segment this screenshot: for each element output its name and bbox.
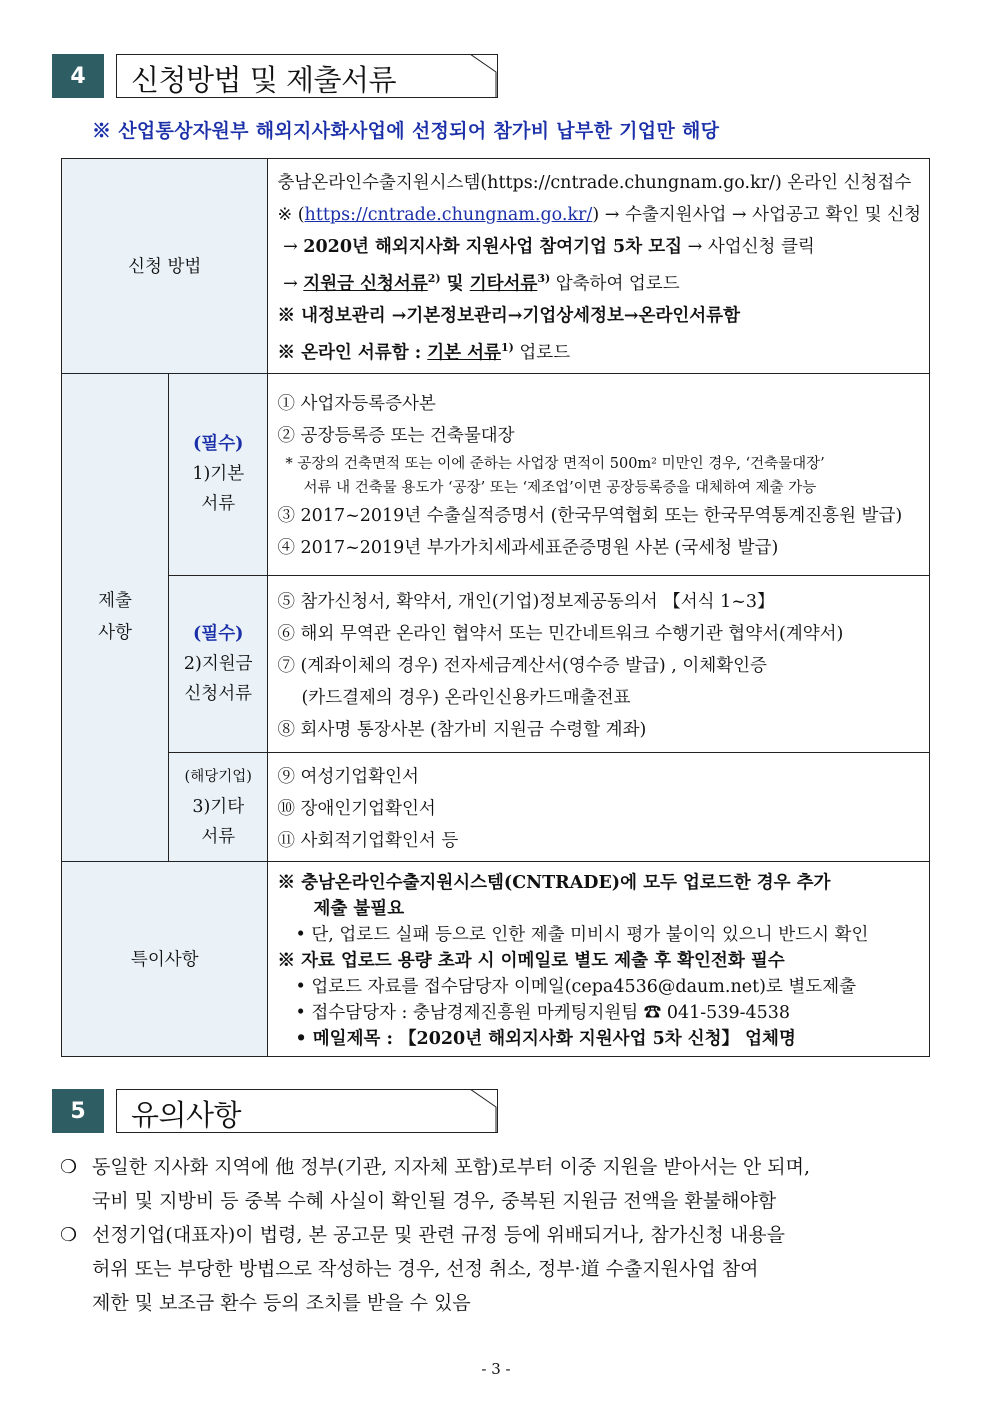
- page-number: - 3 -: [481, 1360, 511, 1378]
- special-line: • 단, 업로드 실패 등으로 인한 제출 미비시 평가 불이익 있으니 반드시 확인: [295, 924, 869, 945]
- apply-line-5: ※ 내정보관리 →기본정보관리→기업상세정보→온라인서류함: [277, 305, 740, 326]
- footnote-mark: 2): [427, 272, 441, 285]
- special-line: ※ 충남온라인수출지원시스템(CNTRADE)에 모두 업로드한 경우 추가: [277, 872, 831, 893]
- other-docs-content: [268, 752, 930, 861]
- apply-line-3-rest: → 사업신청 클릭: [682, 237, 815, 257]
- other-docs-name-1: 3)기타: [192, 796, 245, 817]
- caution-line: 허위 또는 부당한 방법으로 작성하는 경우, 선정 취소, 정부·道 수출지원사업 참여: [92, 1258, 759, 1280]
- apply-line-2-suffix: ) → 수출지원사업 → 사업공고 확인 및 신청: [592, 205, 921, 225]
- online-docbox-label: ※ 온라인 서류함 :: [277, 342, 428, 363]
- doc-item: (카드결제의 경우) 온라인신용카드매출전표: [301, 687, 631, 708]
- caution-item: [60, 1218, 950, 1320]
- grant-docs-name-2: 신청서류: [184, 683, 253, 704]
- basic-docs-name-2: 서류: [201, 494, 236, 515]
- grant-docs-name-1: 2)지원금: [183, 653, 253, 674]
- circle-bullet-icon: ❍: [60, 1156, 78, 1178]
- required-tag: (필수): [193, 623, 244, 644]
- doc-item: ① 사업자등록증사본: [277, 394, 436, 415]
- section-title-box: [116, 54, 498, 98]
- special-notes-label: 특이사항: [62, 861, 268, 1056]
- submit-items-label: [62, 373, 169, 861]
- basic-docs-label: [168, 373, 268, 575]
- caution-line: 국비 및 지방비 등 중복 수혜 사실이 확인될 경우, 중복된 지원금 전액을 환불해야함: [92, 1190, 777, 1212]
- footnote-mark: 3): [537, 272, 551, 285]
- doc-item: ⑧ 회사명 통장사본 (참가비 지원금 수령할 계좌): [277, 719, 647, 740]
- apply-line-2: [277, 199, 921, 231]
- required-tag: (필수): [193, 434, 244, 455]
- special-line: • 업로드 자료를 접수담당자 이메일(cepa4536@daum.net)로 별도제출: [295, 976, 857, 997]
- doc-item: ⑩ 장애인기업확인서: [277, 798, 436, 819]
- apply-line-6: [277, 332, 921, 369]
- other-docs-row: [62, 752, 930, 861]
- basic-docs-ref: 기본 서류: [427, 342, 501, 363]
- footnote-text: * 공장의 건축면적 또는 이에 준하는 사업장 면적이 500m² 미만인 경우, ‘건축물대장’: [285, 456, 825, 473]
- other-docs-label: [168, 752, 268, 861]
- mail-subject-label: • 메일제목 :: [295, 1028, 400, 1049]
- conditional-tag: (해당기업): [184, 768, 252, 785]
- section-title: 신청방법 및 제출서류: [131, 63, 397, 97]
- circle-bullet-icon: ❍: [60, 1224, 78, 1246]
- mail-subject-value: 【2020년 해외지사화 지원사업 5차 신청】 업체명: [399, 1028, 796, 1049]
- doc-item: ② 공장등록증 또는 건축물대장: [277, 426, 515, 447]
- section-number: 4: [52, 54, 104, 98]
- section-title: 유의사항: [131, 1098, 242, 1132]
- apply-method-content: [268, 159, 930, 374]
- doc-item: ⑨ 여성기업확인서: [277, 766, 419, 787]
- application-table: [61, 158, 930, 1057]
- doc-item: ⑦ (계좌이체의 경우) 전자세금계산서(영수증 발급) , 이체확인증: [277, 655, 767, 676]
- arrow-text: →: [283, 237, 304, 257]
- arrow-text: →: [283, 273, 304, 294]
- grant-docs-row: [62, 575, 930, 752]
- apply-line-4-mid: 및: [440, 273, 470, 294]
- other-docs-name-2: 서류: [201, 826, 236, 847]
- other-docs-ref: 기타서류: [469, 273, 538, 294]
- doc-item: ⑥ 해외 무역관 온라인 협약서 또는 민간네트워크 수행기관 협약서(계약서): [277, 623, 844, 644]
- section-number: 5: [52, 1089, 104, 1133]
- caution-line: 선정기업(대표자)이 법령, 본 공고문 및 관련 규정 등에 위배되거나, 참가신청 내용을: [92, 1224, 785, 1246]
- basic-docs-name-1: 1)기본: [192, 464, 245, 485]
- doc-item: ⑪ 사회적기업확인서 등: [277, 830, 459, 851]
- doc-item: ④ 2017~2019년 부가가치세과세표준증명원 사본 (국세청 발급): [277, 538, 779, 559]
- folded-corner-icon: [470, 54, 498, 98]
- footnote-mark: 1): [500, 340, 514, 354]
- grant-docs-content: [268, 575, 930, 752]
- section-title-box: [116, 1089, 498, 1133]
- apply-line-2-prefix: ※ (: [277, 205, 305, 225]
- submit-label-line-1: 제출: [98, 591, 132, 612]
- special-notes-row: [62, 861, 930, 1056]
- cautions-list: [60, 1150, 950, 1320]
- footnote-text: 서류 내 건축물 용도가 ‘공장’ 또는 ‘제조업’이면 공장등록증을 대체하여 제출 가능: [303, 480, 817, 497]
- caution-line: 제한 및 보조금 환수 등의 조치를 받을 수 있음: [92, 1292, 471, 1314]
- doc-item: ③ 2017~2019년 수출실적증명서 (한국무역협회 또는 한국무역통계진흥원 발급): [277, 506, 903, 527]
- special-line: • 접수담당자 : 충남경제진흥원 마케팅지원팀 ☎ 041-539-4538: [295, 1002, 791, 1023]
- basic-docs-row: [62, 373, 930, 575]
- mail-subject-line: [277, 1026, 921, 1052]
- folded-corner-icon: [470, 1089, 498, 1133]
- apply-line-4-rest: 압축하여 업로드: [550, 273, 680, 294]
- recruit-title: 2020년 해외지사화 지원사업 참여기업 5차 모집: [303, 237, 683, 257]
- grant-docs-ref: 지원금 신청서류: [303, 273, 428, 294]
- grant-docs-label: [168, 575, 268, 752]
- doc-item: ⑤ 참가신청서, 확약서, 개인(기업)정보제공동의서 【서식 1~3】: [277, 591, 775, 612]
- apply-line-3: [277, 231, 921, 263]
- special-line: ※ 자료 업로드 용량 초과 시 이메일로 별도 제출 후 확인전화 필수: [277, 950, 785, 971]
- apply-line-6-rest: 업로드: [513, 342, 571, 363]
- apply-method-row: [62, 159, 930, 374]
- apply-line-1: 충남온라인수출지원시스템(https://cntrade.chungnam.go.kr/) 온라인 신청접수: [277, 173, 912, 193]
- caution-item: [60, 1150, 950, 1218]
- special-notes-content: [268, 861, 930, 1056]
- submit-label-line-2: 사항: [98, 623, 132, 644]
- eligibility-notice: ※ 산업통상자원부 해외지사화사업에 선정되어 참가비 납부한 기업만 해당: [92, 120, 720, 142]
- cntrade-link[interactable]: https://cntrade.chungnam.go.kr/: [304, 205, 593, 225]
- apply-line-4: [277, 263, 921, 300]
- special-line: 제출 불필요: [313, 898, 405, 919]
- basic-docs-content: [268, 373, 930, 575]
- apply-method-label: 신청 방법: [62, 159, 268, 374]
- caution-line: 동일한 지사화 지역에 他 정부(기관, 지자체 포함)로부터 이중 지원을 받아서는 안 되며,: [92, 1156, 811, 1178]
